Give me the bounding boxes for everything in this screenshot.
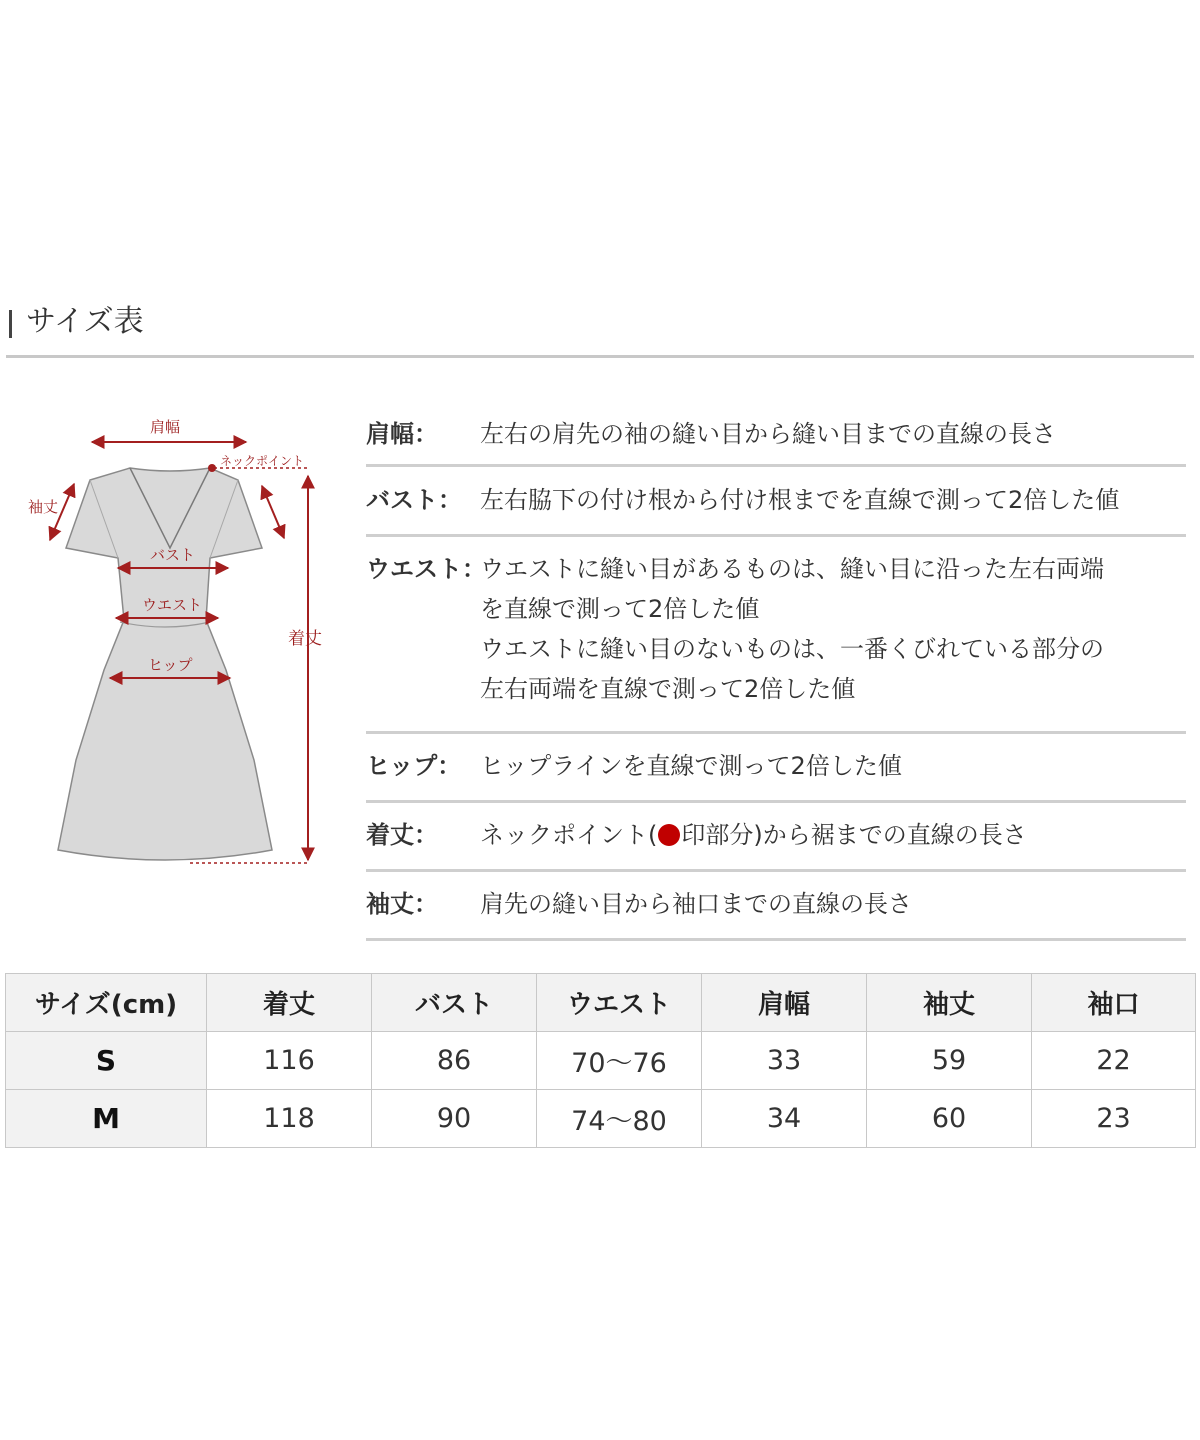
- definition-text: を直線で測って2倍した値: [480, 595, 760, 623]
- section-title: サイズ表: [26, 304, 144, 339]
- table-header-cell: サイズ(cm): [6, 974, 207, 1032]
- neck-point-dot: [208, 464, 216, 472]
- label-length: 着丈: [288, 629, 322, 649]
- table-row: [6, 1090, 1196, 1148]
- definition-row-shoulder: [366, 404, 1186, 467]
- garment-diagram: [0, 400, 350, 890]
- definition-term: 袖丈：: [366, 890, 438, 918]
- table-row-header: S: [6, 1032, 207, 1090]
- definition-row-bust: [366, 467, 1186, 537]
- table-header-cell: ウエスト: [537, 974, 702, 1032]
- neck-point-marker-icon: [658, 824, 680, 846]
- definition-term: ウエスト：: [366, 555, 486, 583]
- label-shoulder: 肩幅: [150, 418, 181, 436]
- definition-term: バスト：: [366, 486, 462, 514]
- definition-row-sleeve: [366, 872, 1186, 941]
- definition-row-hip: [366, 734, 1186, 803]
- table-row-header: M: [6, 1090, 207, 1148]
- section-divider: [6, 355, 1194, 358]
- table-cell: 59: [867, 1032, 1032, 1090]
- table-header-row: [6, 974, 1196, 1032]
- table-cell: 116: [207, 1032, 372, 1090]
- definition-text-part: 印部分)から裾までの直線の長さ: [681, 821, 1027, 849]
- definition-row-waist: [366, 537, 1186, 734]
- definition-text: ウエストに縫い目があるものは、縫い目に沿った左右両端: [480, 555, 1104, 583]
- label-bust: バスト: [150, 546, 196, 564]
- label-sleeve: 袖丈: [28, 498, 59, 516]
- sleeve-arrow-right: [262, 486, 284, 538]
- definition-text: 左右両端を直線で測って2倍した値: [480, 675, 856, 703]
- section-header: [6, 296, 1194, 358]
- label-waist: ウエスト: [142, 596, 203, 614]
- definition-text: 左右脇下の付け根から付け根までを直線で測って2倍した値: [480, 486, 1120, 514]
- definition-text-part: ネックポイント(: [480, 821, 658, 849]
- table-cell: 33: [702, 1032, 867, 1090]
- definition-text: ヒップラインを直線で測って2倍した値: [480, 752, 902, 780]
- table-cell: 90: [372, 1090, 537, 1148]
- table-header-cell: 袖口: [1032, 974, 1196, 1032]
- label-hip: ヒップ: [148, 656, 193, 674]
- table-header-cell: 着丈: [207, 974, 372, 1032]
- table-cell: 34: [702, 1090, 867, 1148]
- table-header-cell: 袖丈: [867, 974, 1032, 1032]
- measurement-definitions: [366, 404, 1186, 941]
- table-cell: 86: [372, 1032, 537, 1090]
- size-table: [5, 973, 1196, 1148]
- table-cell: 74〜80: [537, 1090, 702, 1148]
- table-row: [6, 1032, 1196, 1090]
- definition-text: ウエストに縫い目のないものは、一番くびれている部分の: [480, 635, 1104, 663]
- definition-text: 左右の肩先の袖の縫い目から縫い目までの直線の長さ: [480, 420, 1056, 448]
- definition-term: ヒップ：: [366, 752, 462, 780]
- definition-term: 肩幅：: [366, 420, 438, 448]
- table-cell: 60: [867, 1090, 1032, 1148]
- table-cell: 118: [207, 1090, 372, 1148]
- definition-row-length: [366, 803, 1186, 872]
- table-cell: 22: [1032, 1032, 1196, 1090]
- section-header-bar: [9, 310, 12, 338]
- definition-term: 着丈：: [366, 821, 438, 849]
- table-header-cell: 肩幅: [702, 974, 867, 1032]
- label-neck-point: ネックポイント: [220, 454, 305, 468]
- definition-text: [480, 815, 1027, 855]
- table-cell: 70〜76: [537, 1032, 702, 1090]
- table-cell: 23: [1032, 1090, 1196, 1148]
- definition-text: 肩先の縫い目から袖口までの直線の長さ: [480, 890, 912, 918]
- table-header-cell: バスト: [372, 974, 537, 1032]
